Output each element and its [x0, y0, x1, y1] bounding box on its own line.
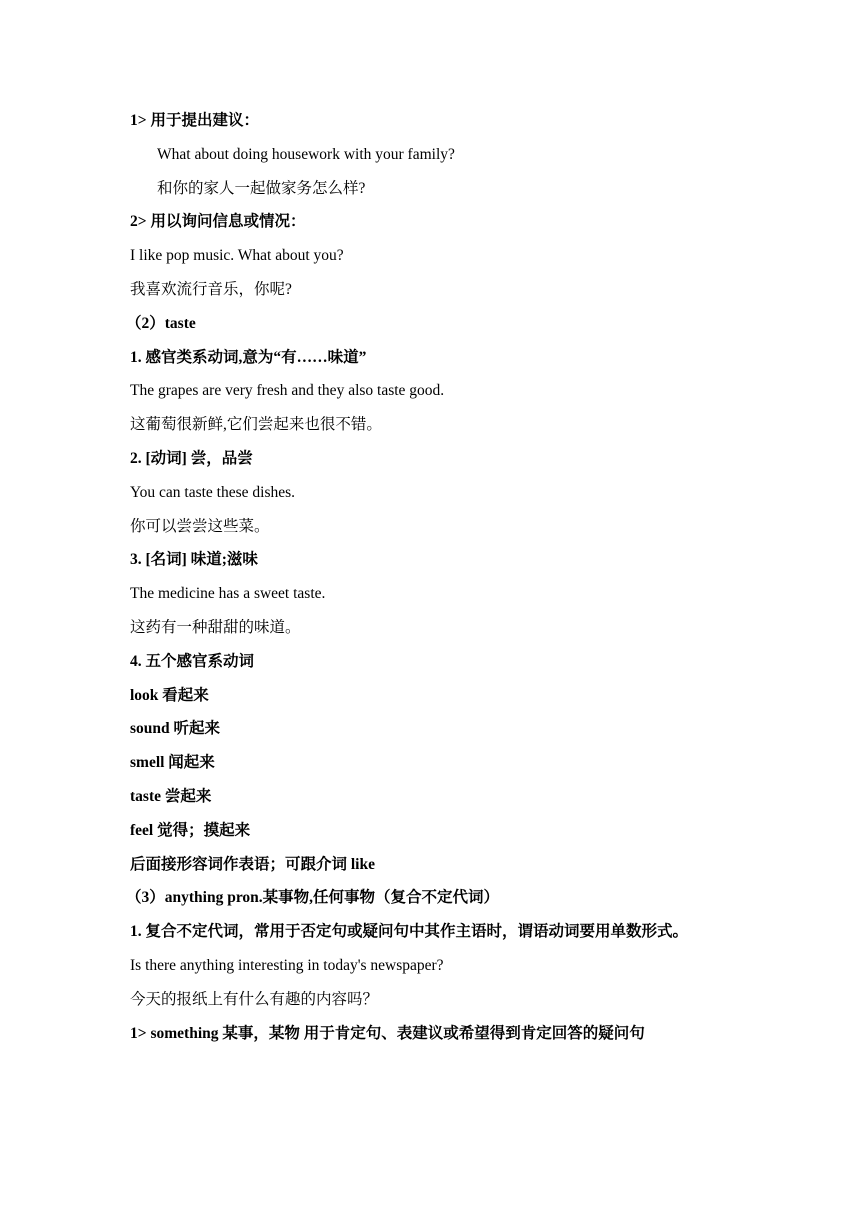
sense-verb-item: smell 闻起来	[130, 754, 215, 772]
example-sentence: I like pop music. What about you?	[130, 247, 344, 265]
example-translation: 这药有一种甜甜的味道。	[130, 618, 301, 636]
example-sentence: The medicine has a sweet taste.	[130, 585, 326, 603]
usage-note: 后面接形容词作表语；可跟介词 like	[130, 855, 375, 873]
sense-verb-item: feel 觉得；摸起来	[130, 821, 251, 839]
example-sentence: Is there anything interesting in today's newspaper?	[130, 956, 444, 974]
point-heading: 3. [名词] 味道;滋味	[130, 551, 258, 569]
sense-verb-item: sound 听起来	[130, 720, 221, 738]
point-heading: 1. 感官类系动词,意为“有……味道”	[130, 348, 367, 366]
sense-verb-item: look 看起来	[130, 686, 209, 704]
example-sentence: The grapes are very fresh and they also taste good.	[130, 382, 445, 400]
document-body	[126, 104, 740, 1050]
section-heading-taste: （2）taste	[126, 314, 196, 332]
example-translation: 我喜欢流行音乐，你呢?	[130, 280, 292, 298]
point-heading: 1. 复合不定代词，常用于否定句或疑问句中其作主语时，谓语动词要用单数形式。	[130, 923, 689, 941]
heading-suggestion: 1> 用于提出建议：	[130, 112, 259, 129]
example-sentence: You can taste these dishes.	[130, 483, 296, 501]
point-heading: 2. [动词] 尝，品尝	[130, 449, 253, 467]
example-translation: 这葡萄很新鲜,它们尝起来也很不错。	[130, 416, 382, 434]
example-translation: 和你的家人一起做家务怎么样?	[157, 179, 366, 197]
heading-something: 1> something 某事，某物 用于肯定句、表建议或希望得到肯定回答的疑问句	[130, 1024, 645, 1042]
heading-inquiry: 2> 用以询问信息或情况：	[130, 213, 306, 231]
section-heading-anything: （3）anything pron.某事物,任何事物（复合不定代词）	[126, 889, 500, 907]
example-sentence: What about doing housework with your family?	[157, 145, 455, 163]
example-translation: 你可以尝尝这些菜。	[130, 517, 270, 535]
example-translation: 今天的报纸上有什么有趣的内容吗？	[130, 990, 379, 1008]
sense-verb-item: taste 尝起来	[130, 787, 212, 805]
point-heading: 4. 五个感官系动词	[130, 652, 255, 670]
